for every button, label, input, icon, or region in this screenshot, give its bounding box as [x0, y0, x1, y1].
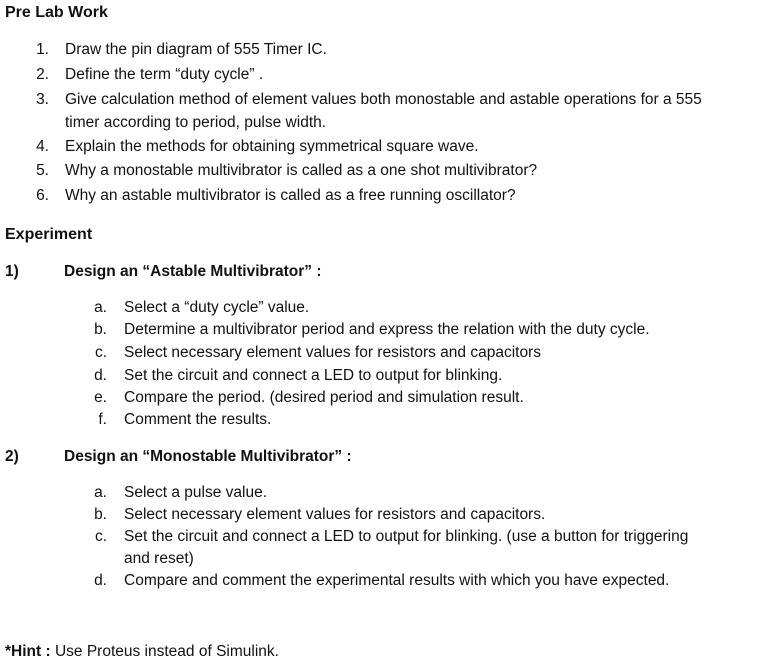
prelab-item-text: Define the term “duty cycle” .	[65, 66, 264, 83]
prelab-item-text: Draw the pin diagram of 555 Timer IC.	[65, 41, 327, 58]
step-text: Select necessary element values for resistors and capacitors	[124, 344, 541, 361]
prelab-title: Pre Lab Work	[5, 4, 108, 21]
step-text: Determine a multivibrator period and express the relation with the duty cycle.	[124, 321, 650, 338]
prelab-item-text: Why an astable multivibrator is called as a free running oscillator?	[65, 187, 516, 204]
prelab-item-text: Give calculation method of element values both monostable and astable operations for a 555	[65, 91, 702, 108]
step-text: Select a pulse value.	[124, 484, 268, 501]
step-letter: d.	[94, 367, 107, 384]
prelab-item-number: 3.	[36, 91, 49, 108]
prelab-item-number: 6.	[36, 187, 49, 204]
step-text: Select a “duty cycle” value.	[124, 299, 310, 316]
step-letter: d.	[94, 572, 107, 589]
step-text: Set the circuit and connect a LED to output for blinking. (use a button for triggering	[124, 528, 689, 545]
step-text: Comment the results.	[124, 411, 272, 428]
step-text: Set the circuit and connect a LED to output for blinking.	[124, 367, 503, 384]
prelab-item-text: Explain the methods for obtaining symmetrical square wave.	[65, 138, 479, 155]
prelab-item-number: 2.	[36, 66, 49, 83]
prelab-item-number: 1.	[36, 41, 49, 58]
experiment-title: Experiment	[5, 226, 93, 243]
section-title: Design an “Monostable Multivibrator” :	[64, 448, 352, 465]
prelab-item-text: Why a monostable multivibrator is called as a one shot multivibrator?	[65, 162, 538, 179]
step-text: Compare and comment the experimental results with which you have expected.	[124, 572, 670, 589]
step-letter: c.	[94, 344, 107, 361]
step-letter: a.	[94, 484, 107, 501]
step-letter: c.	[94, 528, 107, 545]
step-letter: f.	[98, 411, 107, 428]
section-number: 2)	[5, 448, 19, 465]
step-text-continued: and reset)	[124, 550, 194, 567]
hint-text: Use Proteus instead of Simulink.	[54, 643, 279, 660]
hint-label: *Hint :	[5, 643, 51, 660]
step-letter: b.	[94, 321, 107, 338]
step-letter: e.	[94, 389, 107, 406]
step-letter: a.	[94, 299, 107, 316]
prelab-item-number: 4.	[36, 138, 49, 155]
step-text: Compare the period. (desired period and simulation result.	[124, 389, 524, 406]
step-text: Select necessary element values for resistors and capacitors.	[124, 506, 546, 523]
section-number: 1)	[5, 263, 19, 280]
section-title: Design an “Astable Multivibrator” :	[64, 263, 322, 280]
hint	[5, 643, 279, 661]
prelab-item-number: 5.	[36, 162, 49, 179]
step-letter: b.	[94, 506, 107, 523]
prelab-item-text-continued: timer according to period, pulse width.	[65, 114, 327, 131]
